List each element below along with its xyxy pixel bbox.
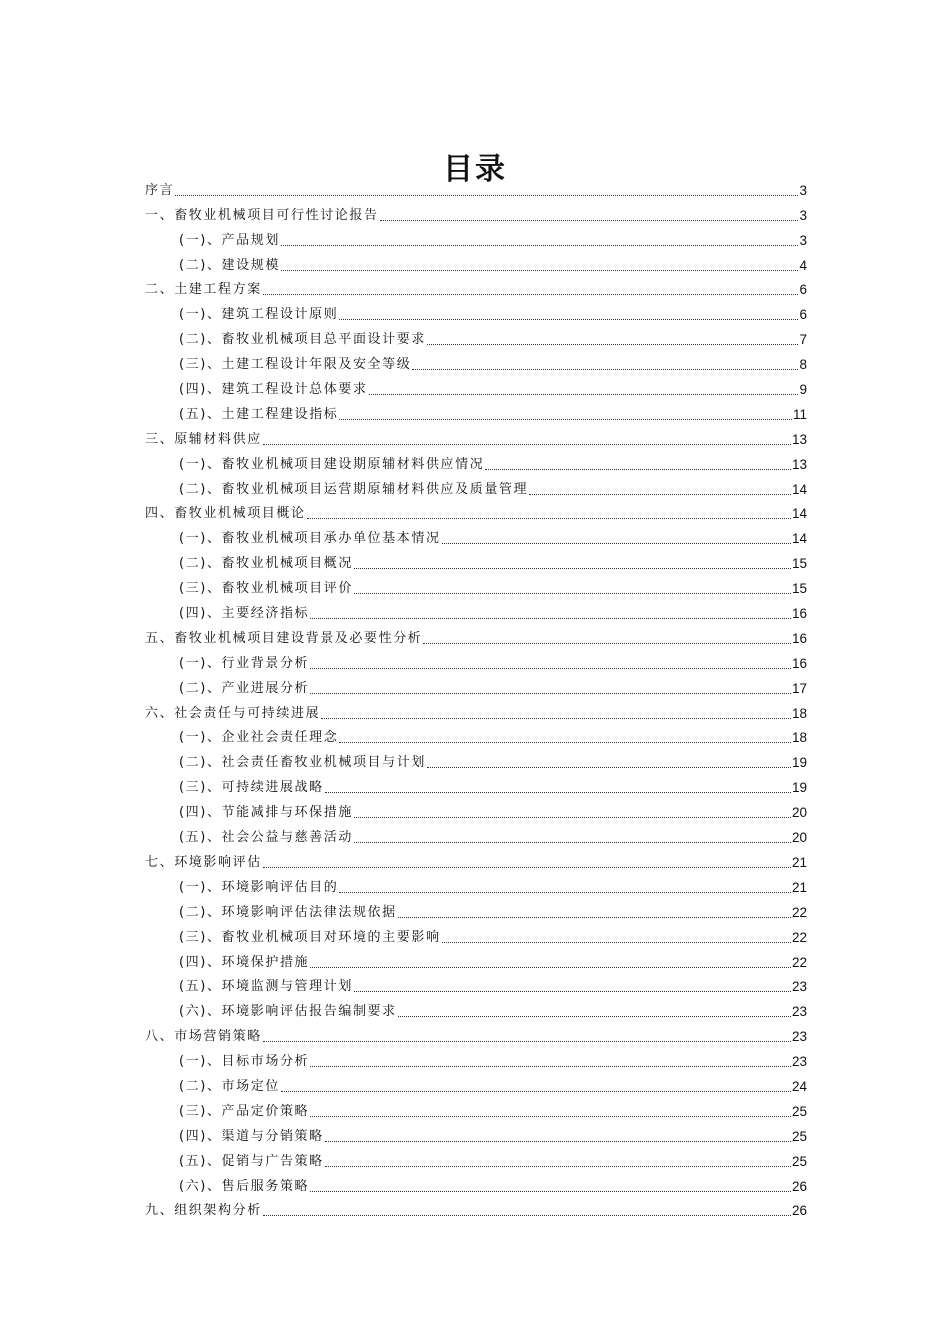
toc-entry-label: 三、原辅材料供应 xyxy=(145,431,262,447)
toc-entry-label: 八、市场营销策略 xyxy=(145,1029,262,1045)
toc-entry[interactable] xyxy=(145,1045,807,1070)
toc-page-number: 6 xyxy=(799,307,807,323)
toc-page-number: 19 xyxy=(791,755,807,771)
toc-entry[interactable] xyxy=(145,1195,807,1220)
toc-page-number: 23 xyxy=(791,1029,807,1045)
toc-entry[interactable] xyxy=(145,199,807,224)
toc-entry[interactable] xyxy=(145,423,807,448)
page-title: 目录 xyxy=(443,152,507,188)
toc-entry[interactable] xyxy=(145,771,807,796)
toc-entry-label: 一、畜牧业机械项目可行性讨论报告 xyxy=(145,207,379,223)
toc-entry-label: 序言 xyxy=(145,182,175,198)
toc-dot-leader xyxy=(369,394,799,395)
toc-dot-leader xyxy=(485,469,791,470)
toc-entry-label: (三)、产品定价策略 xyxy=(179,1103,310,1119)
toc-entry-label: (二)、社会责任畜牧业机械项目与计划 xyxy=(179,755,426,771)
toc-page-number: 11 xyxy=(792,406,807,422)
toc-entry-label: (二)、环境影响评估法律法规依据 xyxy=(179,904,397,920)
toc-entry[interactable] xyxy=(145,1120,807,1145)
toc-entry-label: 七、环境影响评估 xyxy=(145,854,262,870)
toc-entry-label: (三)、畜牧业机械项目对环境的主要影响 xyxy=(179,929,441,945)
toc-page-number: 14 xyxy=(791,531,807,547)
toc-entry-label: (一)、建筑工程设计原则 xyxy=(179,307,339,323)
toc-dot-leader xyxy=(307,518,791,519)
toc-entry[interactable] xyxy=(145,946,807,971)
toc-page-number: 3 xyxy=(799,232,807,248)
toc-dot-leader xyxy=(263,1041,791,1042)
toc-dot-leader xyxy=(412,369,798,370)
toc-dot-leader xyxy=(281,1091,791,1092)
toc-page-number: 23 xyxy=(791,979,807,995)
toc-dot-leader xyxy=(325,1166,791,1167)
toc-page-number: 24 xyxy=(791,1078,807,1094)
toc-dot-leader xyxy=(175,195,798,196)
toc-page-number: 22 xyxy=(791,904,807,920)
toc-dot-leader xyxy=(325,792,791,793)
toc-dot-leader xyxy=(321,718,791,719)
toc-entry[interactable] xyxy=(145,821,807,846)
toc-entry-label: (六)、环境影响评估报告编制要求 xyxy=(179,1004,397,1020)
toc-entry-label: (一)、畜牧业机械项目承办单位基本情况 xyxy=(179,531,441,547)
toc-dot-leader xyxy=(354,991,791,992)
toc-entry-label: (三)、畜牧业机械项目评价 xyxy=(179,581,353,597)
toc-page-number: 17 xyxy=(791,680,807,696)
toc-entry-label: (二)、建设规模 xyxy=(179,257,280,273)
table-of-contents xyxy=(145,174,807,1219)
toc-dot-leader xyxy=(310,967,791,968)
toc-entry[interactable] xyxy=(145,348,807,373)
toc-dot-leader xyxy=(427,767,791,768)
toc-page-number: 3 xyxy=(799,207,807,223)
toc-entry-label: 四、畜牧业机械项目概论 xyxy=(145,506,306,522)
toc-entry[interactable] xyxy=(145,796,807,821)
toc-entry-label: (二)、市场定位 xyxy=(179,1078,280,1094)
toc-entry[interactable] xyxy=(145,547,807,572)
toc-page-number: 25 xyxy=(791,1128,807,1144)
toc-entry[interactable] xyxy=(145,697,807,722)
toc-entry[interactable] xyxy=(145,1145,807,1170)
toc-page-number: 25 xyxy=(791,1103,807,1119)
toc-page-number: 16 xyxy=(791,606,807,622)
toc-entry-label: (二)、畜牧业机械项目概况 xyxy=(179,556,353,572)
toc-entry[interactable] xyxy=(145,1170,807,1195)
toc-entry[interactable] xyxy=(145,971,807,996)
toc-entry-label: (五)、土建工程建设指标 xyxy=(179,406,339,422)
toc-dot-leader xyxy=(354,593,791,594)
toc-page-number: 23 xyxy=(791,1054,807,1070)
toc-entry[interactable] xyxy=(145,995,807,1020)
toc-page-number: 3 xyxy=(799,182,807,198)
toc-page-number: 21 xyxy=(791,879,807,895)
toc-page-number: 6 xyxy=(799,282,807,298)
toc-dot-leader xyxy=(339,419,792,420)
toc-entry[interactable] xyxy=(145,871,807,896)
toc-dot-leader xyxy=(398,917,791,918)
toc-entry-label: (一)、行业背景分析 xyxy=(179,655,310,671)
toc-entry-label: 二、土建工程方案 xyxy=(145,282,262,298)
toc-page-number: 4 xyxy=(799,257,807,273)
toc-entry[interactable] xyxy=(145,373,807,398)
toc-dot-leader xyxy=(529,494,791,495)
toc-dot-leader xyxy=(427,344,799,345)
toc-entry[interactable] xyxy=(145,498,807,523)
toc-entry[interactable] xyxy=(145,1020,807,1045)
toc-entry-label: (四)、主要经济指标 xyxy=(179,606,310,622)
toc-dot-leader xyxy=(380,220,799,221)
toc-entry[interactable] xyxy=(145,1095,807,1120)
toc-entry[interactable] xyxy=(145,323,807,348)
toc-dot-leader xyxy=(310,618,791,619)
toc-entry[interactable] xyxy=(145,274,807,299)
toc-dot-leader xyxy=(354,568,791,569)
toc-entry-label: 五、畜牧业机械项目建设背景及必要性分析 xyxy=(145,630,423,646)
toc-dot-leader xyxy=(339,319,798,320)
toc-entry-label: (三)、可持续进展战略 xyxy=(179,780,324,796)
toc-entry[interactable] xyxy=(145,473,807,498)
toc-page-number: 16 xyxy=(791,655,807,671)
toc-entry-label: (六)、售后服务策略 xyxy=(179,1178,310,1194)
toc-dot-leader xyxy=(423,643,791,644)
toc-entry-label: (一)、目标市场分析 xyxy=(179,1054,310,1070)
toc-page-number: 19 xyxy=(791,780,807,796)
toc-entry-label: (一)、环境影响评估目的 xyxy=(179,879,339,895)
toc-dot-leader xyxy=(310,693,791,694)
toc-dot-leader xyxy=(354,842,791,843)
toc-page-number: 20 xyxy=(791,805,807,821)
toc-page-number: 26 xyxy=(791,1203,807,1219)
toc-entry-label: (四)、节能减排与环保措施 xyxy=(179,805,353,821)
toc-page-number: 8 xyxy=(799,357,807,373)
toc-page-number: 15 xyxy=(791,581,807,597)
toc-dot-leader xyxy=(442,543,791,544)
toc-entry[interactable] xyxy=(145,298,807,323)
toc-page-number: 13 xyxy=(791,431,807,447)
toc-entry-label: (一)、畜牧业机械项目建设期原辅材料供应情况 xyxy=(179,456,485,472)
toc-page-number: 7 xyxy=(799,332,807,348)
toc-dot-leader xyxy=(281,270,799,271)
toc-entry[interactable] xyxy=(145,896,807,921)
toc-entry-label: (四)、建筑工程设计总体要求 xyxy=(179,382,368,398)
toc-page-number: 22 xyxy=(791,954,807,970)
toc-dot-leader xyxy=(354,817,791,818)
toc-page-number: 26 xyxy=(791,1178,807,1194)
toc-page-number: 23 xyxy=(791,1004,807,1020)
toc-page-number: 25 xyxy=(791,1153,807,1169)
toc-dot-leader xyxy=(442,942,791,943)
toc-dot-leader xyxy=(339,892,791,893)
toc-entry[interactable] xyxy=(145,448,807,473)
toc-entry[interactable] xyxy=(145,746,807,771)
toc-entry[interactable] xyxy=(145,522,807,547)
toc-entry[interactable] xyxy=(145,647,807,672)
toc-dot-leader xyxy=(310,668,791,669)
toc-entry[interactable] xyxy=(145,672,807,697)
toc-page-number: 14 xyxy=(791,481,807,497)
toc-entry-label: (三)、土建工程设计年限及安全等级 xyxy=(179,357,412,373)
toc-page-number: 14 xyxy=(791,506,807,522)
toc-entry[interactable] xyxy=(145,398,807,423)
toc-page-number: 18 xyxy=(791,730,807,746)
toc-entry-label: (四)、渠道与分销策略 xyxy=(179,1128,324,1144)
toc-dot-leader xyxy=(263,294,799,295)
toc-page-number: 15 xyxy=(791,556,807,572)
toc-entry[interactable] xyxy=(145,224,807,249)
toc-dot-leader xyxy=(325,1141,791,1142)
toc-entry[interactable] xyxy=(145,597,807,622)
toc-dot-leader xyxy=(281,245,799,246)
toc-dot-leader xyxy=(263,867,791,868)
toc-dot-leader xyxy=(398,1016,791,1017)
toc-entry[interactable] xyxy=(145,846,807,871)
toc-entry-label: 九、组织架构分析 xyxy=(145,1203,262,1219)
toc-entry[interactable] xyxy=(145,722,807,747)
toc-entry-label: (五)、环境监测与管理计划 xyxy=(179,979,353,995)
toc-entry-label: (二)、畜牧业机械项目运营期原辅材料供应及质量管理 xyxy=(179,481,529,497)
toc-entry-label: 六、社会责任与可持续进展 xyxy=(145,705,321,721)
toc-page-number: 9 xyxy=(799,382,807,398)
toc-dot-leader xyxy=(310,1116,791,1117)
toc-page-number: 22 xyxy=(791,929,807,945)
toc-entry[interactable] xyxy=(145,249,807,274)
toc-dot-leader xyxy=(339,742,791,743)
toc-entry[interactable] xyxy=(145,174,807,199)
toc-page-number: 18 xyxy=(791,705,807,721)
toc-page-number: 21 xyxy=(791,854,807,870)
toc-entry[interactable] xyxy=(145,921,807,946)
toc-dot-leader xyxy=(310,1066,791,1067)
toc-page-number: 20 xyxy=(791,830,807,846)
toc-entry[interactable] xyxy=(145,572,807,597)
toc-entry-label: (一)、产品规划 xyxy=(179,232,280,248)
toc-page-number: 13 xyxy=(791,456,807,472)
toc-entry-label: (五)、社会公益与慈善活动 xyxy=(179,830,353,846)
toc-entry-label: (一)、企业社会责任理念 xyxy=(179,730,339,746)
toc-dot-leader xyxy=(263,1215,791,1216)
toc-entry[interactable] xyxy=(145,622,807,647)
toc-entry-label: (二)、畜牧业机械项目总平面设计要求 xyxy=(179,332,426,348)
toc-dot-leader xyxy=(263,444,791,445)
toc-dot-leader xyxy=(310,1191,791,1192)
toc-entry-label: (二)、产业进展分析 xyxy=(179,680,310,696)
toc-entry-label: (四)、环境保护措施 xyxy=(179,954,310,970)
toc-entry-label: (五)、促销与广告策略 xyxy=(179,1153,324,1169)
toc-entry[interactable] xyxy=(145,1070,807,1095)
toc-page-number: 16 xyxy=(791,630,807,646)
